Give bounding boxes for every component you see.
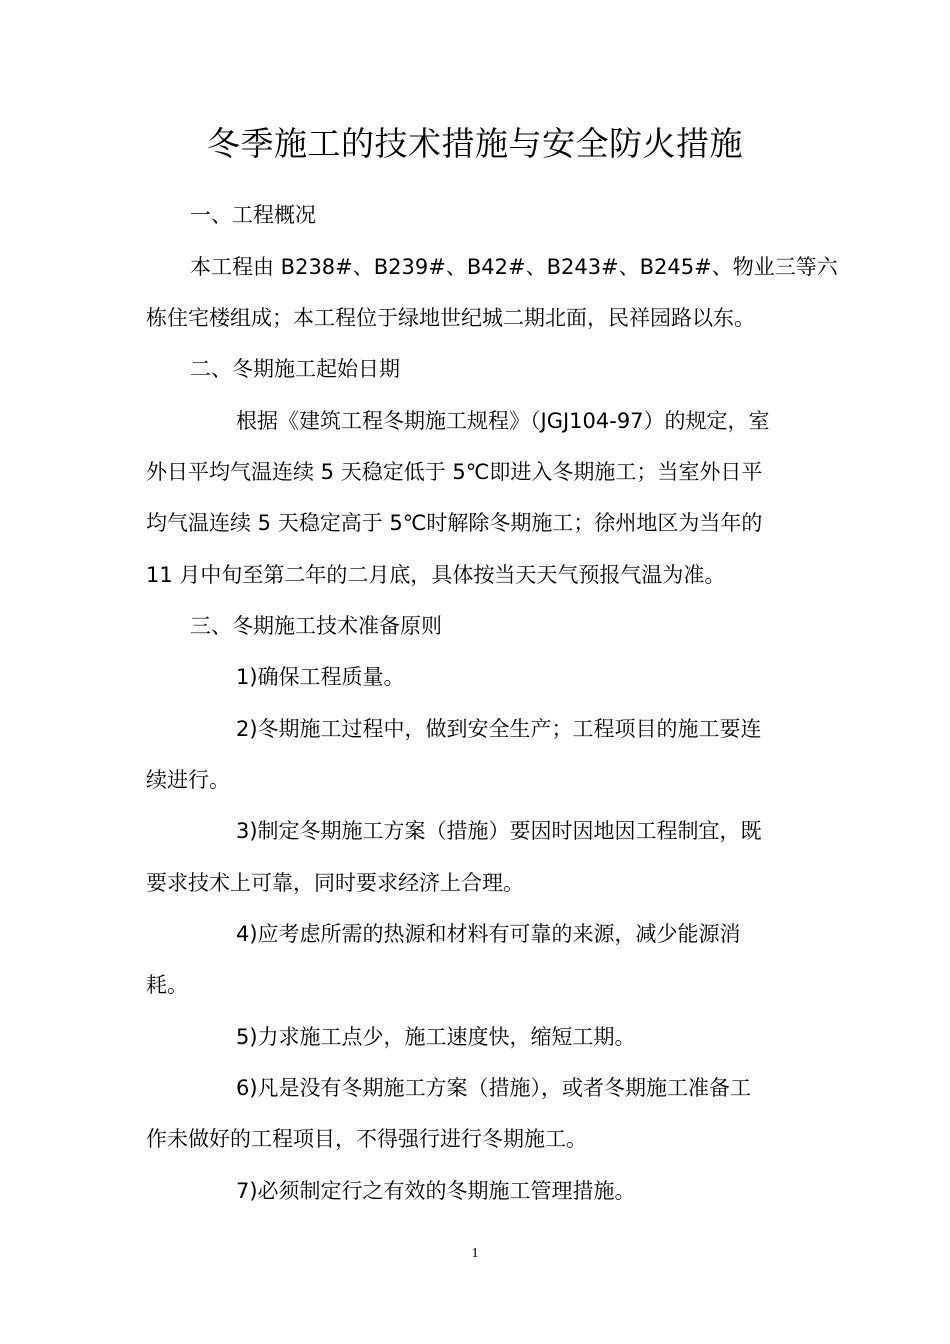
paragraph-line: 本工程由 B238#、B239#、B42#、B243#、B245#、物业三等六 <box>190 255 838 279</box>
list-item: 1)确保工程质量。 <box>236 665 405 689</box>
section-heading-principles: 三、冬期施工技术准备原则 <box>190 614 442 638</box>
list-item: 7)必须制定行之有效的冬期施工管理措施。 <box>236 1179 636 1203</box>
list-item: 3)制定冬期施工方案（措施）要因时因地因工程制宜，既 <box>236 819 762 843</box>
list-item: 2)冬期施工过程中，做到安全生产；工程项目的施工要连 <box>236 717 762 741</box>
list-item-continuation: 作未做好的工程项目，不得强行进行冬期施工。 <box>146 1127 587 1151</box>
paragraph-line: 根据《建筑工程冬期施工规程》（JGJ104-97）的规定，室 <box>236 409 770 433</box>
list-item: 4)应考虑所需的热源和材料有可靠的来源，减少能源消 <box>236 922 741 946</box>
list-item: 5)力求施工点少，施工速度快，缩短工期。 <box>236 1025 636 1049</box>
page-number: 1 <box>471 1246 479 1261</box>
list-item-continuation: 续进行。 <box>146 768 230 792</box>
list-item-continuation: 耗。 <box>146 973 188 997</box>
section-heading-overview: 一、工程概况 <box>190 203 316 227</box>
paragraph-line: 11 月中旬至第二年的二月底，具体按当天天气预报气温为准。 <box>146 563 726 587</box>
paragraph-line: 均气温连续 5 天稳定高于 5℃时解除冬期施工；徐州地区为当年的 <box>146 511 763 535</box>
list-item: 6)凡是没有冬期施工方案（措施），或者冬期施工准备工 <box>236 1076 752 1100</box>
paragraph-line: 外日平均气温连续 5 天稳定低于 5℃即进入冬期施工；当室外日平 <box>146 460 763 484</box>
section-heading-start-date: 二、冬期施工起始日期 <box>190 357 400 381</box>
list-item-continuation: 要求技术上可靠，同时要求经济上合理。 <box>146 871 524 895</box>
paragraph-line: 栋住宅楼组成；本工程位于绿地世纪城二期北面，民祥园路以东。 <box>146 306 755 330</box>
document-title: 冬季施工的技术措施与安全防火措施 <box>207 124 743 163</box>
